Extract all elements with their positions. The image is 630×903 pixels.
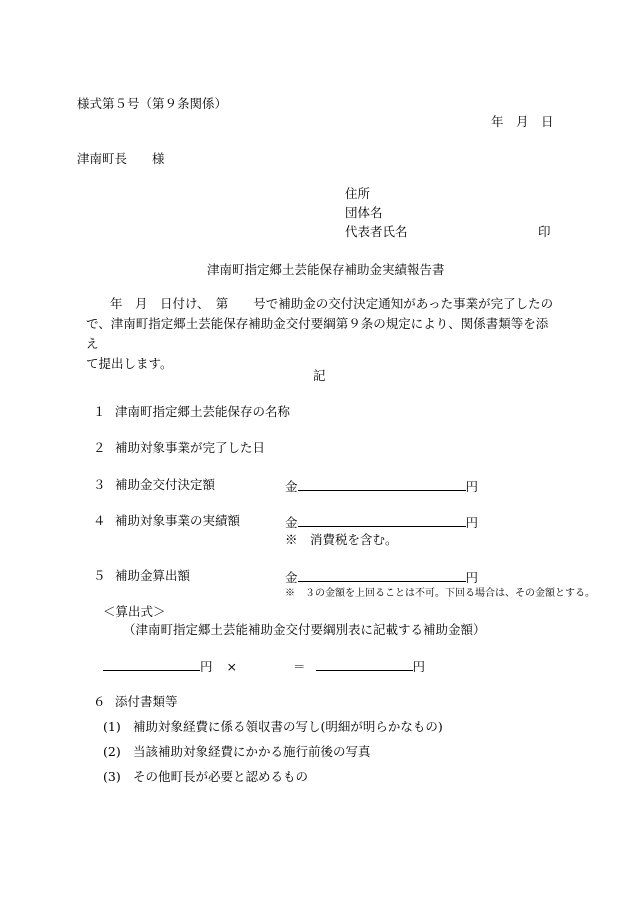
form-number: 様式第５号（第９条関係） xyxy=(77,96,228,111)
item-4-amount-line xyxy=(285,513,478,531)
attachment-3-label: その他町長が必要と認めるもの xyxy=(133,769,309,784)
calculation-result-field xyxy=(316,657,413,671)
item-5-number: ５ xyxy=(93,568,106,583)
item-4-number: ４ xyxy=(93,513,106,528)
item-5-amount-field xyxy=(298,568,466,582)
attachment-1-number: (1) xyxy=(103,719,121,734)
item-5-amount-line xyxy=(285,568,478,586)
item-4-prefix: 金 xyxy=(285,515,298,530)
item-5-label: 補助金算出額 xyxy=(115,568,191,583)
item-4-amount-field xyxy=(298,513,466,527)
body-line-1: 年 月 日付け、 第 号で補助金の交付決定通知があった事業が完了したの xyxy=(110,296,554,311)
calculation-heading: ＜算出式＞ xyxy=(103,604,166,619)
attachment-1-label: 補助対象経費に係る領収書の写し(明細が明らかなもの) xyxy=(133,719,443,734)
ki-heading: 記 xyxy=(313,368,326,383)
item-4-label: 補助対象事業の実績額 xyxy=(115,513,241,528)
item-3-number: ３ xyxy=(93,477,106,492)
calculation-description: （津南町指定郷土芸能補助金交付要綱別表に記載する補助金額） xyxy=(123,622,486,637)
calculation-operand-field xyxy=(103,657,200,671)
item-3-label: 補助金交付決定額 xyxy=(115,477,216,492)
item-6-label: 添付書類等 xyxy=(115,694,178,709)
seal-mark: 印 xyxy=(538,224,551,239)
calculation-times: × xyxy=(226,659,237,674)
item-2-label: 補助対象事業が完了した日 xyxy=(115,440,266,455)
representative-label: 代表者氏名 xyxy=(345,224,408,239)
calculation-yen-2: 円 xyxy=(412,659,426,674)
item-1-label: 津南町指定郷土芸能保存の名称 xyxy=(115,404,291,419)
item-4-suffix: 円 xyxy=(465,515,479,530)
address-label: 住所 xyxy=(345,186,371,201)
item-5-prefix: 金 xyxy=(285,570,298,585)
addressee: 津南町長 様 xyxy=(77,151,165,166)
body-line-3: て提出します。 xyxy=(86,356,173,371)
attachment-3-number: (3) xyxy=(103,769,121,784)
group-name-label: 団体名 xyxy=(345,205,383,220)
item-4-note: ※ 消費税を含む。 xyxy=(285,532,398,547)
item-3-prefix: 金 xyxy=(285,479,298,494)
item-6-number: ６ xyxy=(93,694,106,709)
item-3-amount-line xyxy=(285,477,478,495)
item-3-amount-field xyxy=(298,477,466,491)
body-paragraph xyxy=(86,294,558,374)
item-2-number: ２ xyxy=(93,440,106,455)
attachment-2-number: (2) xyxy=(103,744,121,759)
calculation-formula xyxy=(103,657,425,675)
body-line-2: で、津南町指定郷土芸能保存補助金交付要綱第９条の規定により、関係書類等を添え xyxy=(86,316,549,351)
calculation-equals: ＝ xyxy=(293,659,306,674)
attachment-2-label: 当該補助対象経費にかかる施行前後の写真 xyxy=(133,744,371,759)
item-5-suffix: 円 xyxy=(465,570,479,585)
document-title: 津南町指定郷土芸能保存補助金実績報告書 xyxy=(207,262,445,277)
item-3-suffix: 円 xyxy=(465,479,479,494)
item-1-number: １ xyxy=(93,404,106,419)
report-date: 年 月 日 xyxy=(491,114,554,129)
item-5-note: ※ ３の金額を上回ることは不可。下回る場合は、その金額とする。 xyxy=(285,588,595,599)
calculation-yen-1: 円 xyxy=(200,659,213,674)
